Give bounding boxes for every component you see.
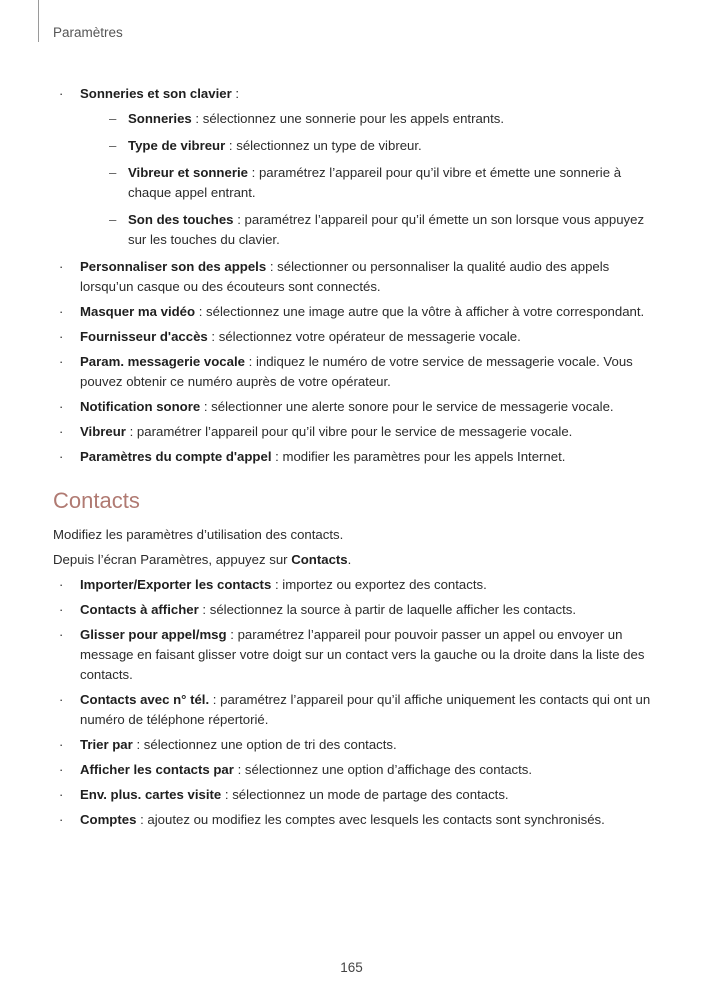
- item-desc: : sélectionnez une image autre que la vôtre à afficher à votre correspondant.: [195, 304, 645, 319]
- item-term: Masquer ma vidéo: [80, 304, 196, 319]
- list-item-glisser: [53, 625, 651, 685]
- item-term: Notification sonore: [80, 399, 201, 414]
- page-header-title: Paramètres: [53, 25, 123, 40]
- item-desc: : paramétrez l’appareil pour pouvoir passer un appel ou envoyer un message en faisant glisser votre doigt sur un contact vers la gauche ou la droite dans la liste des contacts.: [80, 627, 645, 682]
- item-desc: : sélectionnez un type de vibreur.: [225, 138, 422, 153]
- item-desc: : sélectionnez la source à partir de laquelle afficher les contacts.: [198, 602, 577, 617]
- item-term: Vibreur: [80, 424, 126, 439]
- page-number: 165: [340, 960, 363, 975]
- item-term: Sonneries: [128, 111, 192, 126]
- bullet: ·: [59, 399, 64, 414]
- bullet: ·: [59, 762, 64, 777]
- bullet: ·: [59, 449, 64, 464]
- instruction-bold: Contacts: [291, 552, 348, 567]
- list-item-trier: [53, 735, 651, 755]
- item-desc: :: [231, 86, 240, 101]
- section-intro: Modifiez les paramètres d’utilisation des contacts.: [53, 527, 344, 542]
- item-term: Param. messagerie vocale: [80, 354, 245, 369]
- bullet: ·: [59, 737, 64, 752]
- list-item-masquer-video: [53, 302, 651, 322]
- item-desc: : indiquez le numéro de votre service de messagerie vocale. Vous pouvez obtenir ce numéro auprès de votre opérateur.: [80, 354, 633, 389]
- item-term: Fournisseur d'accès: [80, 329, 208, 344]
- item-desc: : sélectionnez une sonnerie pour les appels entrants.: [191, 111, 505, 126]
- bullet: ·: [59, 329, 64, 344]
- sub-list: [80, 109, 651, 250]
- item-term: Trier par: [80, 737, 133, 752]
- item-desc: : ajoutez ou modifiez les comptes avec lesquels les contacts sont synchronisés.: [136, 812, 605, 827]
- item-term: Glisser pour appel/msg: [80, 627, 227, 642]
- item-desc: : sélectionnez votre opérateur de messagerie vocale.: [207, 329, 521, 344]
- list-item-afficher-par: [53, 760, 651, 780]
- page-content: [53, 84, 651, 835]
- list-item-contacts-tel: [53, 690, 651, 730]
- item-term: Personnaliser son des appels: [80, 259, 267, 274]
- bullet: ·: [59, 304, 64, 319]
- bullet: ·: [59, 86, 64, 101]
- item-desc: : sélectionner ou personnaliser la qualité audio des appels lorsqu’un casque ou des écouteurs sont connectés.: [80, 259, 610, 294]
- item-desc: : paramétrez l’appareil pour qu’il vibre et émette une sonnerie à chaque appel entrant.: [128, 165, 622, 200]
- item-desc: : paramétrez l’appareil pour qu’il émette un son lorsque vous appuyez sur les touches du clavier.: [128, 212, 645, 247]
- dash: –: [109, 212, 117, 227]
- bullet: ·: [59, 424, 64, 439]
- list-item-sonneries-clavier: [53, 84, 651, 250]
- item-term: Son des touches: [128, 212, 234, 227]
- item-desc: : sélectionnez un mode de partage des contacts.: [221, 787, 509, 802]
- bullet: ·: [59, 627, 64, 642]
- item-term: Comptes: [80, 812, 137, 827]
- list-item-import-export: [53, 575, 651, 595]
- item-desc: : paramétrer l’appareil pour qu’il vibre pour le service de messagerie vocale.: [125, 424, 573, 439]
- item-desc: : sélectionner une alerte sonore pour le service de messagerie vocale.: [200, 399, 614, 414]
- item-term: Env. plus. cartes visite: [80, 787, 222, 802]
- instruction-suffix: .: [347, 552, 352, 567]
- sub-item-son-touches: [80, 210, 651, 250]
- dash: –: [109, 111, 117, 126]
- bullet: ·: [59, 692, 64, 707]
- bullet: ·: [59, 787, 64, 802]
- settings-list: [53, 84, 651, 467]
- list-item-contacts-afficher: [53, 600, 651, 620]
- item-term: Paramètres du compte d'appel: [80, 449, 272, 464]
- header-divider: [38, 0, 39, 42]
- bullet: ·: [59, 812, 64, 827]
- instruction-text: Depuis l’écran Paramètres, appuyez sur: [53, 552, 292, 567]
- section-instruction: [53, 550, 651, 570]
- dash: –: [109, 165, 117, 180]
- list-item-comptes: [53, 810, 651, 830]
- item-term: Type de vibreur: [128, 138, 226, 153]
- item-desc: : sélectionnez une option de tri des contacts.: [132, 737, 397, 752]
- item-desc: : sélectionnez une option d’affichage des contacts.: [233, 762, 533, 777]
- contacts-list: [53, 575, 651, 830]
- list-item-personnaliser-son: [53, 257, 651, 297]
- sub-item-vibreur-sonnerie: [80, 163, 651, 203]
- sub-item-sonneries: [80, 109, 651, 129]
- bullet: ·: [59, 602, 64, 617]
- list-item-compte-appel: [53, 447, 651, 467]
- list-item-notification: [53, 397, 651, 417]
- bullet: ·: [59, 259, 64, 274]
- list-item-cartes-visite: [53, 785, 651, 805]
- item-term: Afficher les contacts par: [80, 762, 234, 777]
- item-desc: : importez ou exportez des contacts.: [271, 577, 487, 592]
- bullet: ·: [59, 354, 64, 369]
- item-term: Contacts à afficher: [80, 602, 199, 617]
- list-item-param-messagerie: [53, 352, 651, 392]
- list-item-vibreur: [53, 422, 651, 442]
- item-desc: : paramétrez l’appareil pour qu’il affiche uniquement les contacts qui ont un numéro de téléphone répertorié.: [80, 692, 651, 727]
- list-item-fournisseur: [53, 327, 651, 347]
- item-desc: : modifier les paramètres pour les appels Internet.: [271, 449, 566, 464]
- item-term: Importer/Exporter les contacts: [80, 577, 272, 592]
- bullet: ·: [59, 577, 64, 592]
- section-title-contacts: Contacts: [53, 488, 140, 513]
- item-term: Contacts avec n° tél.: [80, 692, 210, 707]
- dash: –: [109, 138, 117, 153]
- sub-item-type-vibreur: [80, 136, 651, 156]
- item-term: Vibreur et sonnerie: [128, 165, 248, 180]
- item-term: Sonneries et son clavier: [80, 86, 232, 101]
